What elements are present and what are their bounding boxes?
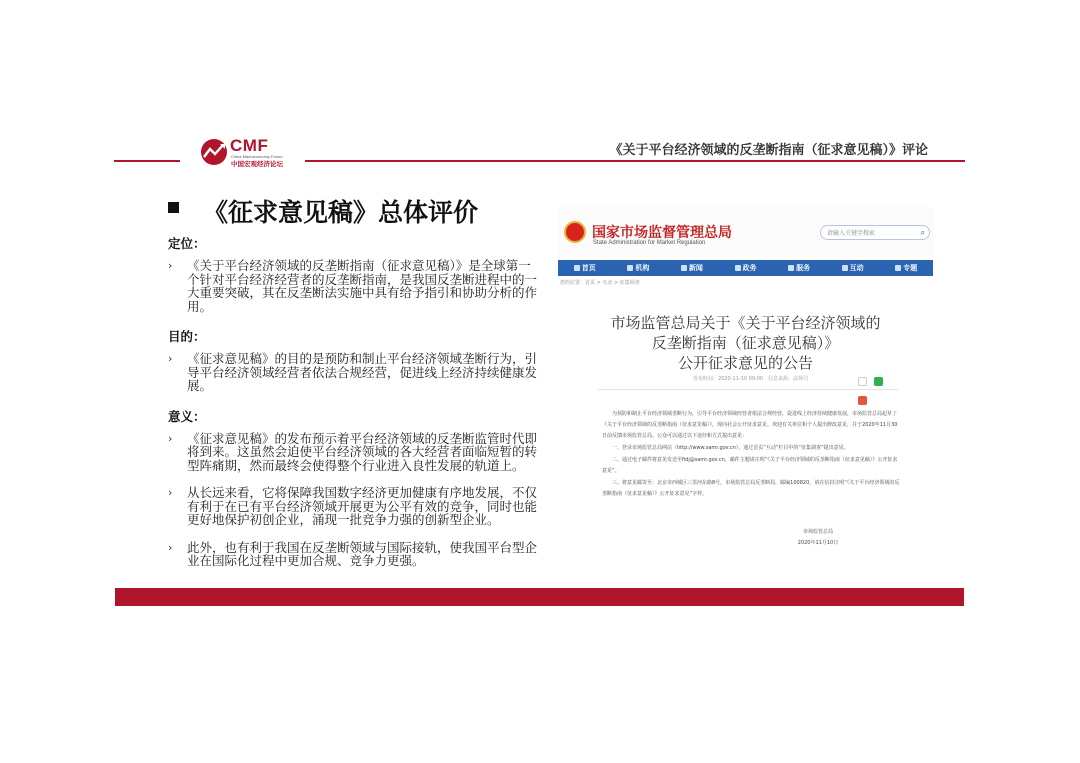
agency-name: 国家市场监督管理总局 — [592, 225, 732, 241]
evaluation-text-block — [168, 234, 538, 574]
nav-item-affairs[interactable]: 政务 — [719, 260, 773, 276]
logo-subtitle: China Macroeconomy Forum — [231, 154, 283, 159]
breadcrumb: 您的位置：首页 > 互动 > 征集调查 — [560, 280, 640, 286]
section-title: 《征求意见稿》总体评价 — [203, 198, 479, 227]
list-item — [168, 432, 538, 473]
list-item — [168, 352, 538, 393]
signature-org: 市场监管总局 — [802, 529, 833, 535]
significance-text: 从长远来看，它将保障我国数字经济更加健康有序地发展，不仅有利于在已有平台经济领域开展更为公平有效的竞争，同时也能更好地保护初创企业，涌现一批竞争力强的创新型企业。 — [187, 485, 538, 527]
article-title-line: 反垄断指南（征求意见稿）》 — [651, 334, 840, 352]
search-icon[interactable]: ⌕ — [920, 228, 925, 237]
significance-label: 意义： — [168, 408, 206, 424]
purpose-label: 目的： — [168, 329, 206, 344]
interaction-icon — [842, 265, 848, 271]
share-icon[interactable] — [858, 377, 867, 386]
search-placeholder: 请输入关键字搜索 — [827, 230, 876, 237]
significance-text: 此外，也有利于我国在反垄断领域与国际接轨，使我国平台型企业在国际化过程中更加合规、竞争力更强。 — [187, 539, 538, 568]
footer-bar — [115, 588, 964, 606]
nav-item-interaction[interactable]: 互动 — [826, 260, 880, 276]
header-rule-right — [305, 160, 965, 162]
nav-item-topics[interactable]: 专题 — [879, 260, 933, 276]
article-body — [602, 409, 902, 501]
list-item — [168, 541, 538, 568]
national-emblem-icon — [564, 221, 586, 243]
chevron-right-icon: › — [168, 259, 173, 272]
article-title-line: 市场监管总局关于《关于平台经济领域的 — [610, 314, 881, 332]
agency-name-english: State Administration for Market Regulation — [593, 240, 706, 246]
article-title — [558, 313, 933, 373]
significance-text: 《征求意见稿》的发布预示着平台经济领域的反垄断监管时代即将到来。这虽然会迫使平台经济领域的各大经营者面临短暂的转型阵痛期，然而最终会使得整个行业进入良性发展的轨道上。 — [187, 430, 538, 473]
news-icon — [681, 265, 687, 271]
header-rule-left — [114, 160, 180, 162]
affairs-icon — [735, 265, 741, 271]
logo-chinese-name: 中国宏观经济论坛 — [231, 160, 283, 168]
article-paragraph: 一、登录市场监管总局网站（http://www.samr.gov.cn），通过首页“互动”栏目中的“征集调查”提出意见。 — [612, 445, 849, 451]
chevron-right-icon: › — [168, 540, 173, 554]
purpose-text: 《征求意见稿》的目的是预防和制止平台经济领域垄断行为，引导平台经济领域经营者依法合规经营，促进线上经济持续健康发展。 — [187, 351, 538, 393]
nav-item-services[interactable]: 服务 — [772, 260, 826, 276]
site-search-input[interactable] — [820, 225, 930, 240]
weibo-icon[interactable] — [858, 396, 867, 405]
list-item — [168, 259, 538, 313]
section-bullet-icon — [168, 202, 179, 213]
topics-icon — [895, 265, 901, 271]
logo-text: CMF — [230, 136, 269, 155]
signature-date: 2020年11月10日 — [797, 540, 839, 546]
article-paragraph: 三、将意见邮寄至：北京市西城区三里河东路8号，市场监管总局反垄断局，邮编100820，请在信封注明“《关于平台经济领域的反垄断指南（征求意见稿）》公开征求意见”字样。 — [602, 480, 900, 497]
services-icon — [788, 265, 794, 271]
samr-announcement-screenshot — [558, 207, 933, 567]
article-signature — [768, 527, 868, 549]
org-icon — [627, 265, 633, 271]
wechat-icon[interactable] — [874, 377, 883, 386]
divider — [598, 389, 898, 390]
positioning-label: 定位： — [168, 236, 206, 251]
nav-item-home[interactable]: 首页 — [558, 260, 612, 276]
cmf-logo — [200, 136, 310, 168]
positioning-text: 《关于平台经济领域的反垄断指南（征求意见稿）》是全球第一个针对平台经济经营者的反垄断指南，是我国反垄断进程中的一大重要突破，其在反垄断法实施中具有给予指引和协助分析的作用。 — [187, 258, 538, 314]
article-paragraph: 二、通过电子邮件将意见发送至fldj@samr.gov.cn，邮件主题请注明“《关于平台经济领域的反垄断指南（征求意见稿）》公开征求意见”。 — [602, 457, 898, 474]
site-header — [558, 207, 933, 257]
article-meta: 发布时间：2020-11-10 09:00 信息来源：法规司 — [693, 376, 809, 382]
article-paragraph: 为预防和制止平台经济领域垄断行为，引导平台经济领域经营者依法合规经营，促进线上经济持续健康发展，市场监管总局起草了《关于平台经济领域的反垄断指南（征求意见稿）》，现向社会公开征求意见。欢迎有关单位和个人提出修改意见，并于2020年11月30日前反馈市场监管总局。公众可以通过以下途径和方式提出意见： — [602, 411, 898, 439]
header-title: 《关于平台经济领域的反垄断指南（征求意见稿）》评论 — [609, 143, 928, 158]
article-title-line: 公开征求意见的公告 — [677, 354, 813, 372]
chevron-right-icon: › — [168, 486, 173, 499]
site-nav — [558, 260, 933, 276]
home-icon — [574, 265, 580, 271]
share-bar — [858, 371, 894, 383]
chevron-right-icon: › — [168, 431, 173, 445]
nav-item-org[interactable]: 机构 — [612, 260, 666, 276]
nav-item-news[interactable]: 新闻 — [665, 260, 719, 276]
cmf-logo-icon — [200, 138, 228, 166]
chevron-right-icon: › — [168, 352, 173, 365]
list-item — [168, 486, 538, 527]
